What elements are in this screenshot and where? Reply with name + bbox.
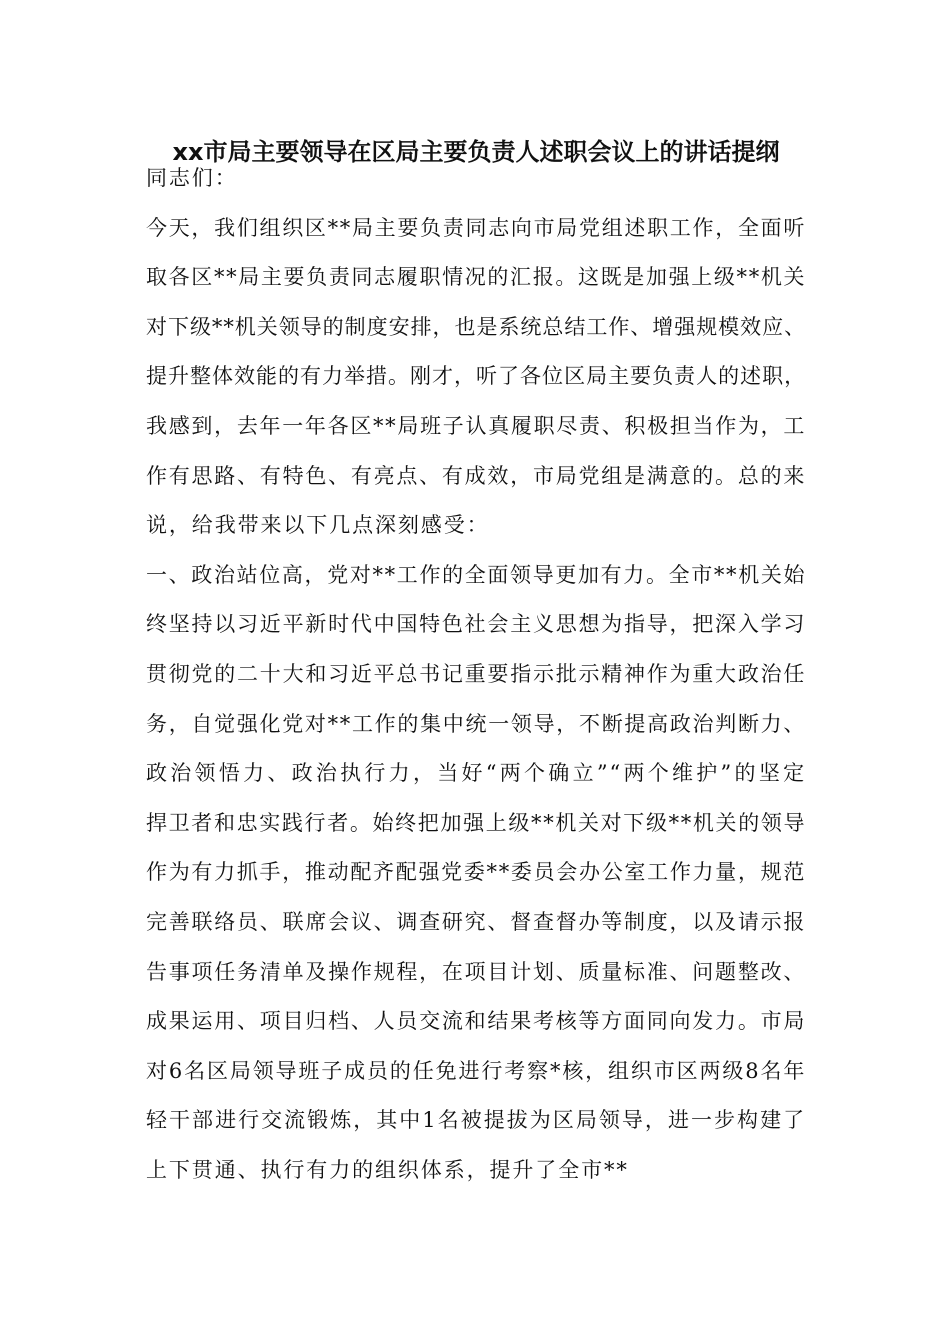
body-line: 今天，我们组织区**局主要负责同志向市局党组述职工作，全面听 (146, 215, 806, 240)
body-line: 说，给我带来以下几点深刻感受： (146, 513, 490, 538)
body-line: 贯彻党的二十大和习近平总书记重要指示批示精神作为重大政治任 (146, 661, 806, 686)
document-title: xx市局主要领导在区局主要负责人述职会议上的讲话提纲 (172, 138, 780, 166)
body-line: 作为有力抓手，推动配齐配强党委**委员会办公室工作力量，规范 (146, 860, 806, 885)
body-line: 完善联络员、联席会议、调查研究、督查督办等制度，以及请示报 (146, 909, 806, 934)
body-line: 对6名区局领导班子成员的任免进行考察*核，组织市区两级8名年 (146, 1058, 806, 1083)
body-line: 同志们： (146, 166, 238, 190)
document-body (146, 154, 806, 1195)
body-line: 提升整体效能的有力举措。刚才，听了各位区局主要负责人的述职， (146, 364, 806, 389)
body-line: 成果运用、项目归档、人员交流和结果考核等方面同向发力。市局 (146, 1009, 806, 1034)
body-line: 一、政治站位高，党对**工作的全面领导更加有力。全市**机关始 (146, 562, 807, 587)
body-line: 对下级**机关领导的制度安排，也是系统总结工作、增强规模效应、 (146, 314, 806, 339)
body-line: 告事项任务清单及操作规程，在项目计划、质量标准、问题整改、 (146, 959, 806, 984)
body-line: 轻干部进行交流锻炼，其中1名被提拔为区局领导，进一步构建了 (146, 1108, 806, 1133)
body-line: 上下贯通、执行有力的组织体系，提升了全市** (146, 1157, 629, 1182)
body-line: 作有思路、有特色、有亮点、有成效，市局党组是满意的。总的来 (146, 463, 806, 488)
body-line: 取各区**局主要负责同志履职情况的汇报。这既是加强上级**机关 (146, 265, 807, 290)
body-line: 捍卫者和忠实践行者。始终把加强上级**机关对下级**机关的领导 (146, 810, 807, 835)
body-line: 我感到，去年一年各区**局班子认真履职尽责、积极担当作为，工 (146, 413, 806, 438)
body-line: 终坚持以习近平新时代中国特色社会主义思想为指导，把深入学习 (146, 612, 806, 637)
body-line: 政治领悟力、政治执行力，当好“两个确立”“两个维护”的坚定 (146, 761, 806, 786)
body-line: 务，自觉强化党对**工作的集中统一领导，不断提高政治判断力、 (146, 711, 806, 736)
